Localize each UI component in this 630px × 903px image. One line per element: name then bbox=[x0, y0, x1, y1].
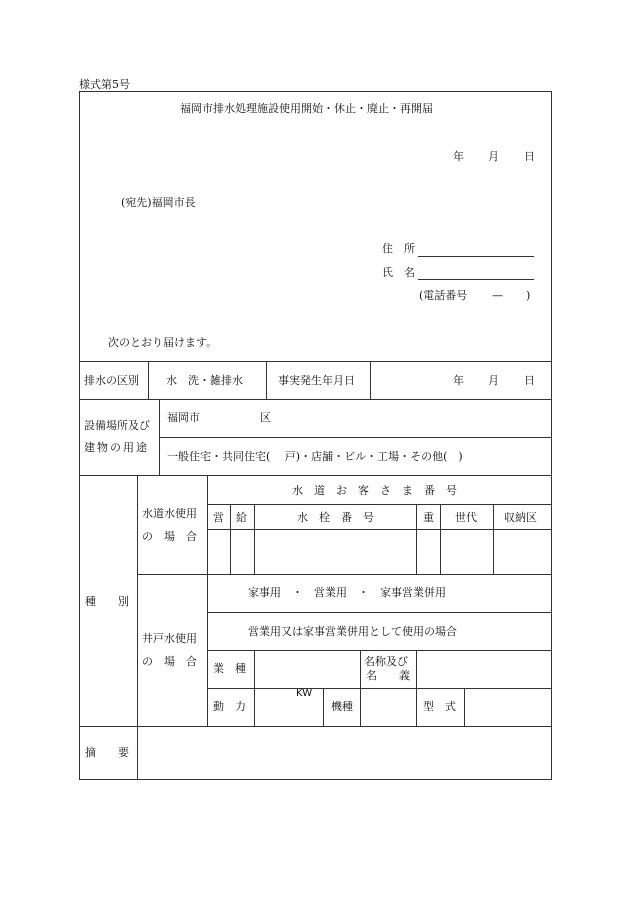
name-label: 氏 名 bbox=[382, 266, 415, 279]
location-ward: 区 bbox=[260, 411, 271, 424]
divider bbox=[79, 361, 552, 362]
customer-number-header: 水 道 お 客 さ ま 番 号 bbox=[292, 484, 457, 497]
machine-label: 機種 bbox=[331, 700, 353, 713]
model-label: 型 式 bbox=[423, 700, 456, 713]
drain-category-value: 水 洗・雑排水 bbox=[166, 374, 243, 387]
statement: 次のとおり届けます。 bbox=[108, 336, 218, 349]
location-city: 福岡市 bbox=[167, 411, 200, 424]
occurrence-day: 日 bbox=[524, 374, 535, 387]
col-kyu: 給 bbox=[236, 511, 247, 524]
building-usage: 一般住宅・共同住宅( 戸)・店舗・ビル・工場・その他( ) bbox=[167, 450, 463, 463]
form-frame bbox=[79, 91, 552, 780]
location-label-line2: 建物の用途 bbox=[84, 441, 149, 454]
power-label: 動 力 bbox=[213, 700, 246, 713]
col-ei: 営 bbox=[213, 511, 224, 524]
well-water-label-line1: 井戸水使用 bbox=[142, 632, 197, 645]
type-label: 種 別 bbox=[85, 595, 129, 608]
col-ju: 重 bbox=[423, 511, 434, 524]
col-generation: 世代 bbox=[455, 511, 477, 524]
business-type-label: 業 種 bbox=[213, 662, 246, 675]
address-field[interactable] bbox=[418, 256, 534, 257]
occurrence-month: 月 bbox=[488, 374, 499, 387]
phone-label: (電話番号 bbox=[419, 289, 468, 302]
date-year: 年 bbox=[453, 150, 464, 163]
name-field[interactable] bbox=[418, 279, 534, 280]
drain-category-label: 排水の区別 bbox=[84, 374, 139, 387]
occurrence-date-label: 事実発生年月日 bbox=[278, 374, 355, 387]
water-supply-label-line1: 水道水使用 bbox=[142, 507, 197, 520]
phone-dash: — bbox=[492, 289, 503, 302]
water-supply-label-line2: の 場 合 bbox=[142, 530, 197, 543]
well-water-label-line2: の 場 合 bbox=[142, 655, 197, 668]
occurrence-year: 年 bbox=[453, 374, 464, 387]
addressee: (宛先)福岡市長 bbox=[121, 196, 196, 209]
form-title: 福岡市排水処理施設使用開始・休止・廃止・再開届 bbox=[180, 102, 433, 115]
kw-unit: KW bbox=[296, 688, 313, 699]
well-usage-options: 家事用 ・ 営業用 ・ 家事営業併用 bbox=[248, 586, 446, 599]
col-faucet-number: 水 栓 番 号 bbox=[297, 511, 374, 524]
business-case-label: 営業用又は家事営業併用として使用の場合 bbox=[248, 625, 457, 638]
location-label-line1: 設備場所及び bbox=[84, 419, 150, 432]
name-title-label-line1: 名称及び bbox=[364, 655, 408, 668]
remarks-field[interactable] bbox=[137, 726, 552, 780]
phone-close: ) bbox=[526, 289, 531, 302]
name-title-label-line2: 名 義 bbox=[366, 669, 410, 682]
remarks-label: 摘 要 bbox=[85, 746, 129, 759]
col-collection: 収納区 bbox=[504, 511, 537, 524]
date-day: 日 bbox=[524, 150, 535, 163]
form-number: 様式第5号 bbox=[79, 78, 130, 91]
address-label: 住 所 bbox=[382, 242, 415, 255]
date-month: 月 bbox=[488, 150, 499, 163]
